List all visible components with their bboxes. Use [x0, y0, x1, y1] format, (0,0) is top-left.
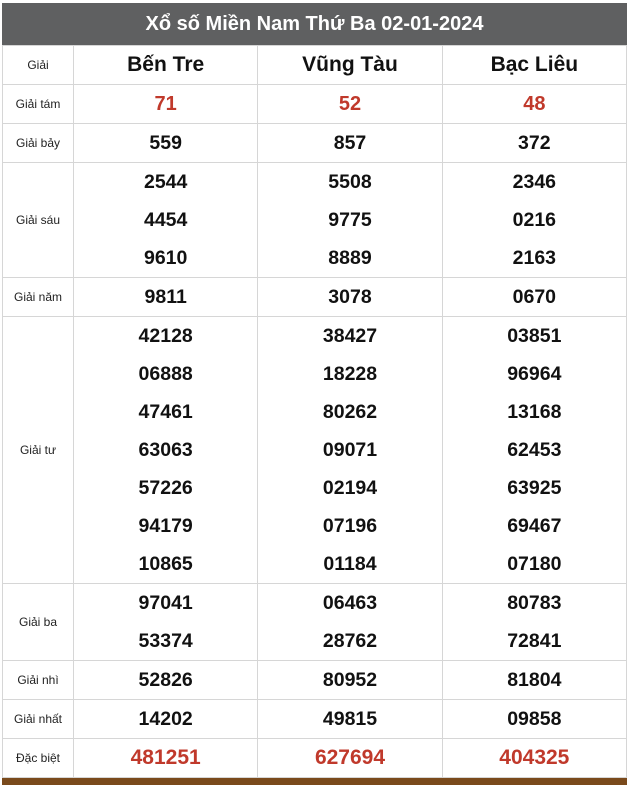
prize-number: 94179	[138, 515, 193, 537]
prize-cell	[442, 278, 626, 317]
prize-number: 47461	[138, 401, 193, 423]
prize-number: 9775	[328, 209, 372, 231]
prize-number: 80262	[322, 401, 378, 423]
prize-number: 4454	[143, 209, 188, 231]
prize-cell	[74, 85, 258, 124]
prize-cell	[442, 661, 626, 700]
prize-number: 0670	[512, 286, 557, 308]
prize-cell	[258, 739, 442, 778]
prize-row	[3, 317, 627, 584]
prize-cell	[442, 584, 626, 661]
province-header-bac-lieu: Bạc Liêu	[442, 46, 626, 85]
prize-number: 28762	[322, 630, 378, 652]
prize-cell	[442, 124, 626, 163]
prize-cell	[74, 163, 258, 278]
prize-label: Giải bảy	[3, 124, 74, 163]
prize-cell	[258, 661, 442, 700]
prize-label: Giải nhì	[3, 661, 74, 700]
prize-cell	[258, 317, 442, 584]
prize-row	[3, 278, 627, 317]
prize-label: Giải tư	[3, 317, 74, 584]
page-title: Xổ số Miền Nam Thứ Ba 02-01-2024	[2, 3, 627, 45]
prize-number: 53374	[138, 630, 193, 652]
prize-label: Đặc biệt	[3, 739, 74, 778]
prize-number: 71	[154, 93, 177, 115]
prize-number: 559	[149, 132, 182, 154]
prize-row	[3, 584, 627, 661]
prize-cell	[442, 317, 626, 584]
prize-cell	[74, 584, 258, 661]
prize-number: 5508	[328, 171, 372, 193]
prize-number: 01184	[323, 553, 377, 575]
prize-label: Giải ba	[3, 584, 74, 661]
prize-number: 06888	[138, 363, 193, 385]
prize-cell	[74, 700, 258, 739]
prize-number: 18228	[322, 363, 378, 385]
prize-cell	[74, 317, 258, 584]
prize-cell	[442, 739, 626, 778]
prize-number: 9610	[143, 247, 188, 269]
prize-number: 481251	[130, 746, 201, 769]
prize-number: 627694	[314, 746, 386, 769]
prize-number: 2346	[512, 171, 557, 193]
prize-number: 80952	[322, 669, 378, 691]
prize-cell	[74, 739, 258, 778]
prize-number: 2544	[143, 171, 188, 193]
prize-row	[3, 661, 627, 700]
prize-number: 49815	[322, 708, 378, 730]
prize-number: 52826	[138, 669, 193, 691]
bottom-bar	[2, 778, 627, 785]
prize-number: 14202	[138, 708, 193, 730]
prize-number: 06463	[322, 592, 378, 614]
prize-number: 9811	[144, 286, 187, 308]
prize-row	[3, 124, 627, 163]
prize-number: 52	[338, 93, 362, 115]
prize-cell	[258, 584, 442, 661]
prize-number: 07180	[507, 553, 562, 575]
prize-number: 13168	[507, 401, 562, 423]
prize-number: 63925	[507, 477, 562, 499]
prize-number: 372	[518, 132, 551, 154]
prize-number: 96964	[507, 363, 562, 385]
province-header-ben-tre: Bến Tre	[74, 46, 258, 85]
prize-number: 42128	[138, 325, 193, 347]
prize-number: 81804	[507, 669, 562, 691]
prize-label: Giải nhất	[3, 700, 74, 739]
prize-cell	[74, 278, 258, 317]
prize-cell	[442, 700, 626, 739]
prize-number: 07196	[322, 515, 378, 537]
results-table	[2, 45, 627, 778]
prize-cell	[74, 661, 258, 700]
prize-number: 38427	[322, 325, 378, 347]
prize-number: 63063	[138, 439, 193, 461]
prize-label: Giải tám	[3, 85, 74, 124]
prize-number: 48	[523, 93, 546, 115]
prize-cell	[258, 85, 442, 124]
results-panel	[2, 3, 627, 785]
prize-number: 404325	[499, 746, 570, 769]
prize-column-header: Giải	[3, 46, 74, 85]
prize-cell	[258, 700, 442, 739]
prize-cell	[442, 85, 626, 124]
prize-label: Giải sáu	[3, 163, 74, 278]
province-header-vung-tau: Vũng Tàu	[258, 46, 442, 85]
prize-number: 09858	[507, 708, 562, 730]
prize-cell	[442, 163, 626, 278]
prize-number: 69467	[507, 515, 562, 537]
prize-number: 03851	[507, 325, 562, 347]
prize-row	[3, 163, 627, 278]
prize-cell	[258, 278, 442, 317]
prize-row	[3, 700, 627, 739]
prize-number: 10865	[138, 553, 193, 575]
prize-cell	[258, 124, 442, 163]
prize-number: 62453	[507, 439, 562, 461]
header-row	[3, 46, 627, 85]
prize-number: 02194	[322, 477, 378, 499]
prize-label: Giải năm	[3, 278, 74, 317]
prize-number: 80783	[507, 592, 562, 614]
prize-number: 09071	[322, 439, 378, 461]
prize-cell	[74, 124, 258, 163]
prize-row	[3, 739, 627, 778]
prize-cell	[258, 163, 442, 278]
prize-number: 3078	[328, 286, 372, 308]
prize-number: 857	[333, 132, 367, 154]
prize-number: 57226	[138, 477, 193, 499]
prize-number: 8889	[328, 247, 372, 269]
prize-row	[3, 85, 627, 124]
prize-number: 2163	[512, 247, 557, 269]
prize-number: 72841	[507, 630, 562, 652]
prize-number: 0216	[512, 209, 557, 231]
prize-number: 97041	[138, 592, 193, 614]
